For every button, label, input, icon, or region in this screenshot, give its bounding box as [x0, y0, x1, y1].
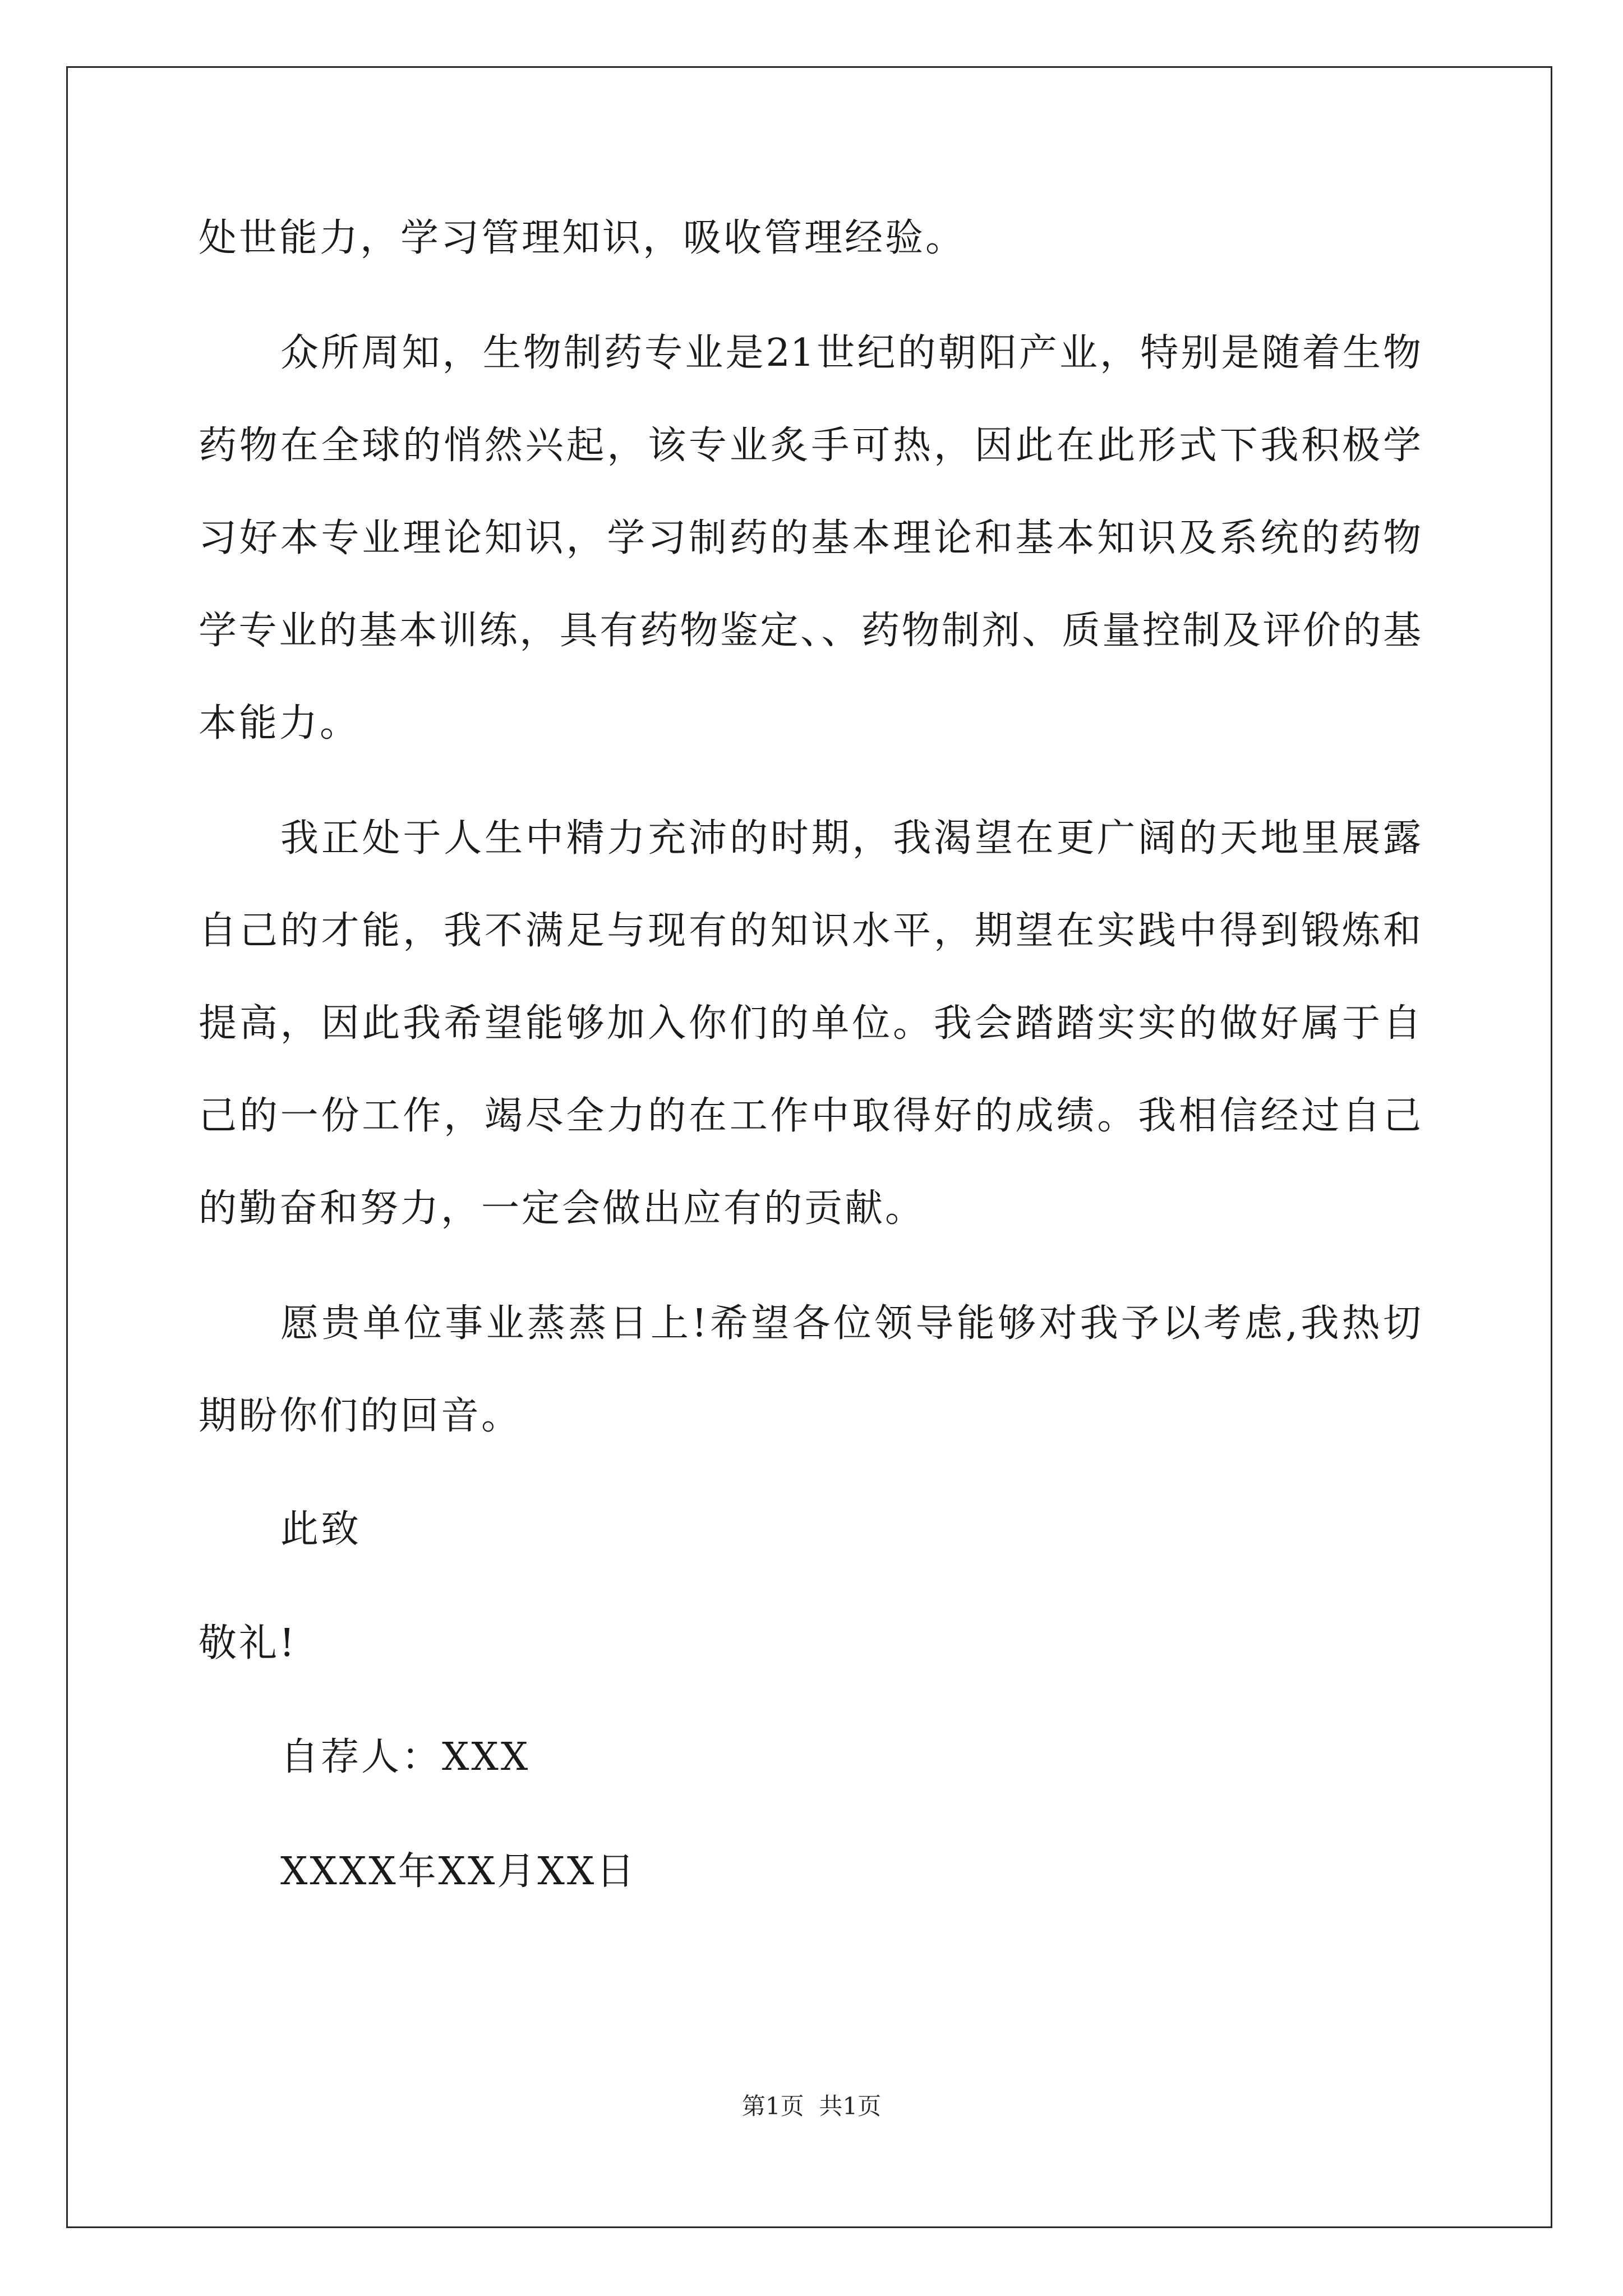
text-line-7: 我正处于人生中精力充沛的时期，我渴望在更广阔的天地里展露 [280, 816, 1421, 861]
text-line-9: 提高，因此我希望能够加入你们的单位。我会踏踏实实的做好属于自 [199, 1001, 1421, 1046]
closing-regards: 敬礼! [199, 1621, 297, 1665]
signature-line: 自荐人：XXX [280, 1735, 531, 1779]
text-line-5: 学专业的基本训练，具有药物鉴定、、药物制剂、质量控制及评价的基 [199, 609, 1421, 653]
text-line-10: 己的一份工作，竭尽全力的在工作中取得好的成绩。我相信经过自己 [199, 1094, 1421, 1138]
text-line-4: 习好本专业理论知识，学习制药的基本理论和基本知识及系统的药物 [199, 516, 1421, 560]
text-line-12: 愿贵单位事业蒸蒸日上!希望各位领导能够对我予以考虑,我热切 [280, 1301, 1421, 1346]
text-line-2: 众所周知，生物制药专业是21世纪的朝阳产业，特别是随着生物 [280, 331, 1421, 375]
text-line-6: 本能力。 [199, 701, 361, 746]
text-line-8: 自己的才能，我不满足与现有的知识水平，期望在实践中得到锻炼和 [199, 909, 1421, 953]
page-number-footer: 第1页 共1页 [741, 2092, 882, 2120]
text-line-13: 期盼你们的回音。 [199, 1394, 522, 1438]
text-line-1: 处世能力，学习管理知识，吸收管理经验。 [199, 216, 966, 260]
text-line-3: 药物在全球的悄然兴起，该专业炙手可热，因此在此形式下我积极学 [199, 424, 1421, 468]
page-border [66, 66, 1552, 2228]
closing-salutation: 此致 [280, 1507, 362, 1552]
text-line-11: 的勤奋和努力，一定会做出应有的贡献。 [199, 1186, 926, 1231]
date-line: XXXX年XX月XX日 [280, 1849, 637, 1894]
